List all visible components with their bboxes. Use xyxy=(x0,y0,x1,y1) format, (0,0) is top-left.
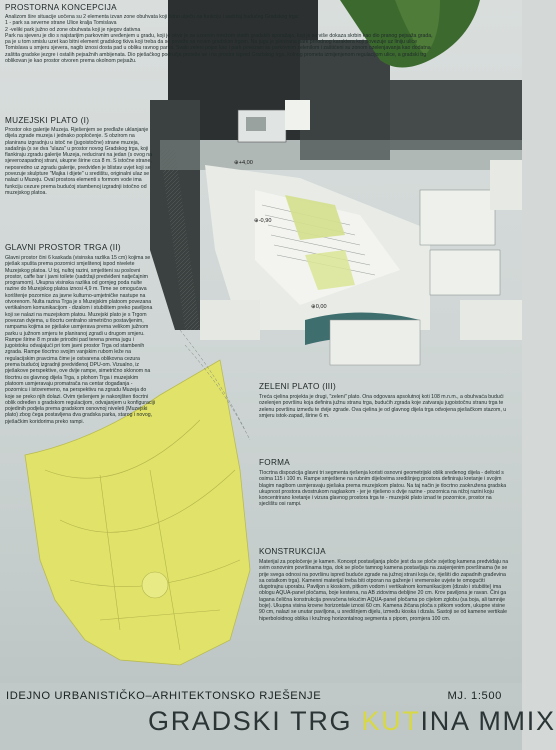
title-highlight: KUT xyxy=(361,706,421,736)
building-right-1 xyxy=(420,190,495,245)
poster-subtitle: IDEJNO URBANISTIČKO–ARHITEKTONSKO RJEŠENJE xyxy=(6,690,322,702)
building-right-3 xyxy=(460,300,522,340)
title-part-2: INA MMIX xyxy=(420,706,556,736)
building-lower xyxy=(330,320,420,365)
title-part-1: GRADSKI TRG xyxy=(148,706,362,736)
park-roundabout xyxy=(142,572,168,598)
zeleni-text: Treća cjelina projekta je drugi, "zeleni" plato. Ona odgovara apsolutnoj koti 108 m.n.m., a obuhvaća budući ozelenjen površinu koja definira južnu stranu trga, budućih zgrada koje zatvaraju jugoistočnu stranu trga te zelenu površinu između te dvije zgrade. Ova cjelina je od glavnog dijela trga odvojena pješačkom stazom, u smjeru istok-zapad, širine 6 m. xyxy=(259,394,507,419)
level-marker-2: ⊕-0,90 xyxy=(254,218,272,224)
level-marker-3: ⊕0,00 xyxy=(311,304,327,310)
building-right-2 xyxy=(430,250,500,295)
muzejski-text: Prostor oko galerije Muzeja. Rješenjem se predlaže uklanjanje dijela zgrade muzeja i jednako popločenje. S obzirom na planiranu izgradnju u istoč ne (jugoistočne) strane muzeja, sadašnja (s se dva "ulaza" u prostor novog Gradskog trga, koji flankiraju zgradu galerije Muzeja, reducirani na jedan (s ovog na sjeverozapadnoj strani, ukupne širine cca 8 m. S istočne strane, neposredno uz zgradu galerije, predviđen je blistav uvjet koji se povezuje skulpture "Majka i dijete" u središtu, originalni ulaz se nalazi u Muzeju. Oval prostora elementi s formom vode ima funkciju cezure prema budućoj stambenoj izgradnji istočno od muzejskog platoa. xyxy=(5,127,153,196)
glavni-text: Glavni prostor čini 6 kaskada (visinska razlika 15 cm) kojima se pješak spušta prema pozornici smještenoj ispod nivelete Muzejskog platoa. U toj, nultoj razini, smješteni su poslovni prostor, caffe bar i javni toilete (sadržaji predviđeni natječajnim programom). Ukupna visinska razlika od gornjeg poda nulte razine do Muzejskog platoa iznosi 4,9 m. Time se omogućava korištenje pozornice za javne kulturno-umjetničke nastupe na otvorenom. Nulta razina Trga je s Muzejskim platoom povezana vertikalnom komunikacijom - dizalom i stubištem preko paviljona koji se nalazi na muzejskom platou. Muzejski plato je s Trgom povezan dvjema, u tlocrtu centralno simetrično postavljenim, rampama kojima se pješake usmjerava prema velikom južnom parku u južnom smjeru te planiranoj zgradi u drugom smjeru. Rampe širine 8 m prate prirodni pad terena prema jugu i jugoistoku odvajajući pri tom javni prostor Trga od stambenih zgrada. Rampe tlocrtno svojim vanjskim rubom leže na regulacijskim pravcima čime je ostvarena oblikovna cezura prema budućoj izgradnji predviđenoj DPU-om. Vizualno, iz pješakove perspektive, ove dvije rampe, simetrično sklonom na tlocrtnu os glavnog dijela Trga, s plohom Trga i muzejskim platoom usmjeravaju promatrača na centar događanja - pozornicu i istovremeno, na perspektivu na zgradu Muzeja do koje se preko njih dolazi. Ovim rješenjem je nakonjšten tlocrtni oblik određen s gradskom regulacijom, odvajanjem u konfiguraciji pojedinih podjela prema gradskom osnovnoj niveleti (Muzejski plato) zbog čega postavljena dva gradska parka, starog i novog, pješačkim koridorima preko rampi. xyxy=(5,255,155,425)
poster-title xyxy=(148,706,556,737)
prostorna-text: Analizom šire situacije uočena su 2 elementa izvan zone obuhvata koji bitno utječu na funkciju i sadržaj budućeg Gradskog trga: 1 - park sa severne strane Ulice kralja Tomislava 2 -veliki park južno od zone obuhvata koji je njegov dativna Park na sjeveru je dio s najstarijim parkovnim uređenjem u gradu, koji je okvir je sa uzornim mrežom starih gradskih sporažaja, koji je sa više dokaza skrbin kao dio pranog pejsaža grada, pa je u tom smislu uzet kao bitni element gradskog tkiva koji treba da se poveže sa novim gradskim trgom. Na jugu je planirana park prirodnog karaktera koji povezuje uz liniju ulice Tomislava u smjeru sjevera, nagib iznosi dosta pad u obliku ravnog parka. Svaki zeleni pojas kao i park povezani su parkovnim zelenilom i zaštićeni su zonom ozelenjavanja kao dodatna zaštita gradske jezgre i ostalih pejsažnih ambijenata. Dio pješačkog područja proteže se i na prostor ispred Gradskog trga, kolnog prometa izmijenjenom regulacijom ulice, a gradski trg oblikovan je kao prostor otvoren prema okolnom pejsažu. xyxy=(5,14,433,65)
muzejski-heading: MUZEJSKI PLATO (I) xyxy=(5,116,90,125)
forma-text: Tlocrtna dispozicija glavni tri segmenta rješenja koristi osnovni geometrijski oblik sređenog dijela - deltoid s osima 115 i 100 m. Rampe smještene na rubnim dijelovima središnjeg prostora definiraju kretanje i svojim blagim nagibom usmjeravaju pješaka prema muzejskom platou. Na taj način je tlocrtno zaokružena gradska ukupnost prostora dvostrukom naglaskom - jer je riješeno s dvije razine - pozornica na nižoj razini koju koncentrirano kretanje i vizura glavnog prostora trga te - muzejski plato iznad te pozornice, prostor na sjeclištu osi rampi. xyxy=(259,470,507,508)
konstrukcija-heading: KONSTRUKCIJA xyxy=(259,547,326,556)
building-lower-2 xyxy=(200,300,260,340)
glavni-heading: GLAVNI PROSTOR TRGA (II) xyxy=(5,243,121,252)
konstrukcija-text: Materijal za popločenje je kamen. Koncept postavljanja ploče jest da se ploče svjetlog kamena predviđaju na svim osnovnim površinama trga, dok se ploče tamnog kamena postavljaju na zasjenjenim površinama (te se prije svega odnosi na površinu ispred buduće zgrade na južnoj strani koja će, riješiti dio zapadnih građevina sa ostatkom trga). Kamenni materijal treba biti otporan na gaženje i vremenske uvjete te omogućiti dugotrajnu uporabu. Paviljon s kioskom, pitkom vodom i vertikalnom komunikacijom (dizalo i stubište) ima oblogu AQUA-panel pločama, boje kestena, na AB zidovima debljine 20 cm. Krov paviljona je ravan. Čini ga lagana čelična konstrukcija prevučena tekućim AQUA-panel pločama po cijelom zglobu (sa boja, ali tamnije boje). Ukupna visina krovne horizontale iznosi 60 cm. Kamena žičana ploča s pitkom vodom, ukupne visine 90 cm, nalazi se unutar paviljona, u središnjem dijelu, između kioska i dizala. Sastoji se od kamene vertikale hiperboloidnog oblika i kružnog horizontalnog segmenta s pipom, promjera 100 cm. xyxy=(259,559,509,622)
level-marker-1: ⊕+4,00 xyxy=(234,160,253,166)
zeleni-heading: ZELENI PLATO (III) xyxy=(259,382,336,391)
forma-heading: FORMA xyxy=(259,458,291,467)
scale-label: MJ. 1:500 xyxy=(447,690,502,702)
prostorna-heading: PROSTORNA KONCEPCIJA xyxy=(5,3,117,12)
building-right-4 xyxy=(490,160,522,210)
